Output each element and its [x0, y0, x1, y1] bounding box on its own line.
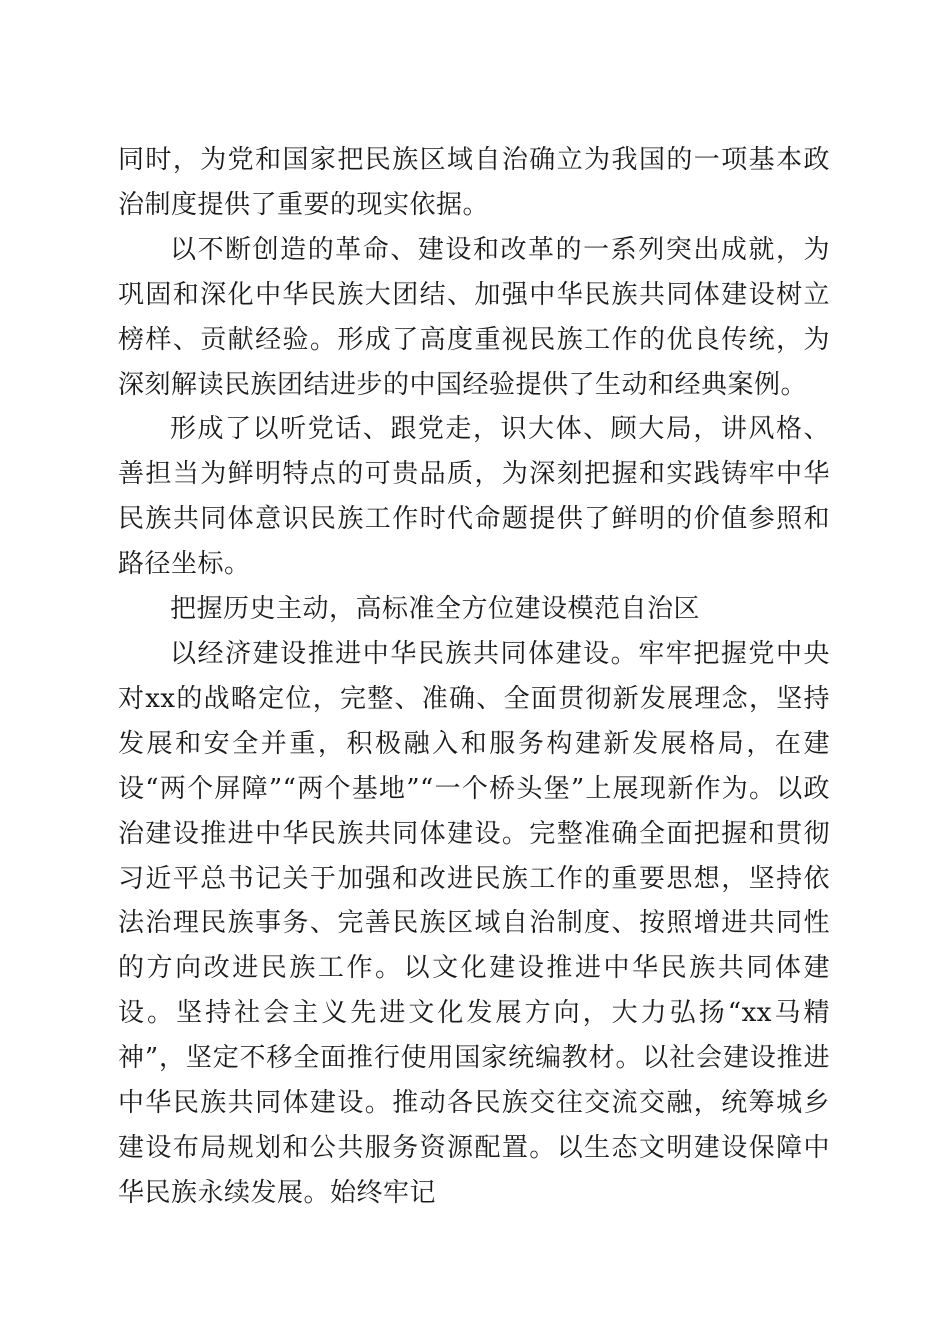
section-heading: 把握历史主动，高标准全方位建设模范自治区: [170, 594, 701, 625]
paragraph-continuation: 同时，为党和国家把民族区域自治确立为我国的一项基本政治制度提供了重要的现实依据。: [118, 145, 830, 220]
paragraph-qualities: 形成了以听党话、跟党走，识大体、顾大局，讲风格、善担当为鲜明特点的可贵品质，为深刻把握和实践铸牢中华民族共同体意识民族工作时代命题提供了鲜明的价值参照和路径坐标。: [118, 414, 830, 580]
paragraph-achievements: 以不断创造的革命、建设和改革的一系列突出成就，为巩固和深化中华民族大团结、加强中华民族共同体建设树立榜样、贡献经验。形成了高度重视民族工作的优良传统，为深刻解读民族团结进步的中国经验提供了生动和经典案例。: [118, 234, 830, 400]
paragraph-construction: 以经济建设推进中华民族共同体建设。牢牢把握党中央对xx的战略定位，完整、准确、全面贯彻新发展理念，坚持发展和安全并重，积极融入和服务构建新发展格局，在建设“两个屏障”“两个基地”“一个桥头堡”上展现新作为。以政治建设推进中华民族共同体建设。完整准确全面把握和贯彻习近平总书记关于加强和改进民族工作的重要思想，坚持依法治理民族事务、完善民族区域自治制度、按照增进共同性的方向改进民族工作。以文化建设推进中华民族共同体建设。坚持社会主义先进文化发展方向，大力弘扬“xx马精神”，坚定不移全面推行使用国家统编教材。以社会建设推进中华民族共同体建设。推动各民族交往交流交融，统筹城乡建设布局规划和公共服务资源配置。以生态文明建设保障中华民族永续发展。始终牢记: [118, 638, 830, 1208]
document-body: [118, 138, 830, 1216]
